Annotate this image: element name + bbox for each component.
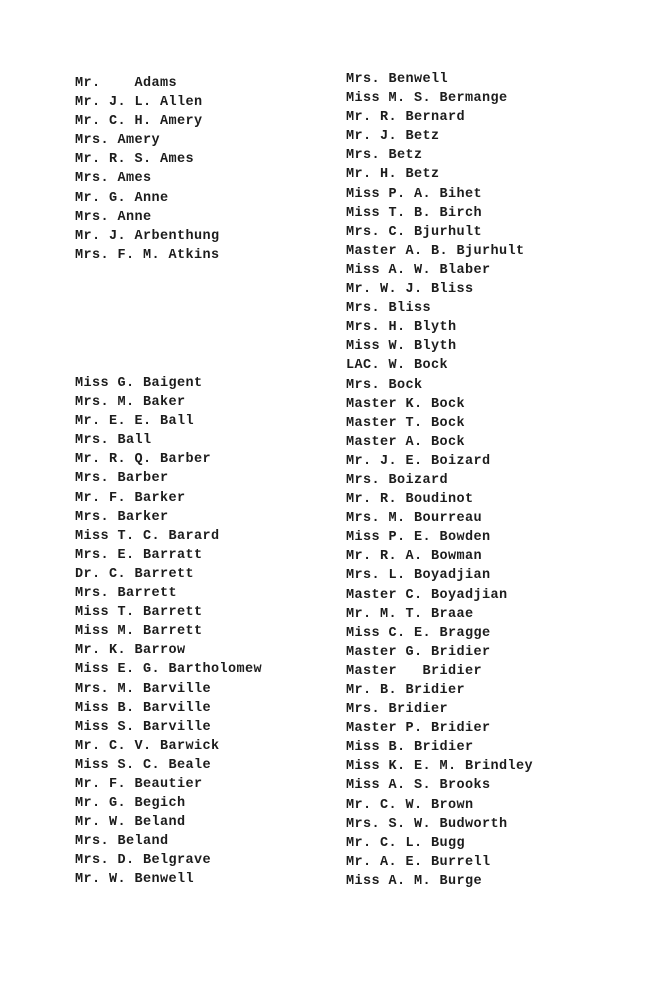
name-entry: Mrs. C. Bjurhult — [346, 224, 483, 240]
name-entry: Mrs. F. M. Atkins — [75, 247, 220, 263]
name-entry: Mr. R. Bernard — [346, 110, 466, 126]
name-entry: Mr. H. Betz — [346, 167, 440, 183]
name-entry: Mrs. Betz — [346, 148, 423, 164]
name-entry: Miss T. C. Barard — [75, 528, 220, 544]
name-entry: Mr. R. S. Ames — [75, 152, 195, 168]
name-entry: Mrs. Ball — [75, 433, 152, 449]
name-entry: Miss T. Barrett — [75, 605, 203, 621]
name-entry: Mrs. M. Bourreau — [346, 511, 483, 527]
name-entry: Mr. W. Beland — [75, 815, 186, 831]
name-entry: Mr. R. A. Bowman — [346, 549, 483, 565]
name-entry: Mrs. Barrett — [75, 586, 178, 602]
name-entry: Mrs. Bridier — [346, 702, 449, 718]
name-entry: Mrs. Barker — [75, 509, 169, 525]
name-entry: Mrs. D. Belgrave — [75, 853, 212, 869]
name-entry: Master T. Bock — [346, 415, 466, 431]
name-entry: Miss G. Baigent — [75, 376, 203, 391]
name-entry: Mrs. Anne — [75, 209, 152, 225]
name-entry: Miss C. E. Bragge — [346, 625, 491, 641]
name-entry: Mr. J. Betz — [346, 129, 440, 145]
name-entry: Miss M. Barrett — [75, 624, 203, 640]
name-entry: Mr. C. W. Brown — [346, 797, 474, 813]
name-entry: Master Bridier — [346, 663, 483, 679]
name-entry: Miss M. S. Bermange — [346, 91, 508, 107]
name-entry: Miss A. S. Brooks — [346, 778, 491, 794]
name-entry: Mr. J. Arbenthung — [75, 228, 220, 244]
name-entry: LAC. W. Bock — [346, 358, 449, 374]
name-entry: Miss B. Barville — [75, 700, 212, 716]
name-entry: Mr. J. E. Boizard — [346, 453, 491, 469]
name-entry: Mr. F. Beautier — [75, 776, 203, 792]
name-entry: Mrs. Amery — [75, 133, 161, 149]
name-entry: Miss T. B. Birch — [346, 205, 483, 221]
name-entry: Miss E. G. Bartholomew — [75, 662, 263, 678]
name-entry: Miss P. A. Bihet — [346, 186, 483, 202]
name-entry: Mr. G. Anne — [75, 190, 169, 206]
name-entry: Mr. E. E. Ball — [75, 414, 195, 430]
name-entry: Mrs. Bock — [346, 377, 423, 393]
name-entry: Mrs. H. Blyth — [346, 320, 457, 336]
name-entry: Mr. J. L. Allen — [75, 95, 203, 111]
name-entry: Miss A. W. Blaber — [346, 262, 491, 278]
name-entry: Mr. C. V. Barwick — [75, 738, 220, 754]
name-entry: Master G. Bridier — [346, 644, 491, 660]
name-entry: Master C. Boyadjian — [346, 587, 508, 603]
name-entry: Master A. B. Bjurhult — [346, 243, 525, 259]
name-entry: Mrs. Barber — [75, 471, 169, 487]
name-entry: Miss B. Bridier — [346, 740, 474, 756]
left-column-bottom-list — [75, 374, 262, 890]
name-entry: Mr. C. L. Bugg — [346, 835, 466, 851]
name-entry: Mrs. E. Barratt — [75, 547, 203, 563]
name-entry: Mr. W. Benwell — [75, 872, 195, 888]
name-entry: Miss W. Blyth — [346, 339, 457, 355]
name-entry: Mrs. Boizard — [346, 472, 449, 488]
name-entry: Master P. Bridier — [346, 721, 491, 737]
name-entry: Mr. R. Boudinot — [346, 492, 474, 508]
name-entry: Miss A. M. Burge — [346, 873, 483, 889]
name-entry: Mr. F. Barker — [75, 490, 186, 506]
name-entry: Mrs. L. Boyadjian — [346, 568, 491, 584]
name-entry: Mr. Adams — [75, 76, 178, 91]
name-entry: Miss S. C. Beale — [75, 757, 212, 773]
name-entry: Mr. M. T. Braae — [346, 606, 474, 622]
name-entry: Mrs. Beland — [75, 834, 169, 850]
name-entry: Mrs. Benwell — [346, 72, 449, 87]
name-entry: Mr. C. H. Amery — [75, 114, 203, 130]
name-entry: Mrs. M. Baker — [75, 395, 186, 411]
name-entry: Mr. K. Barrow — [75, 643, 186, 659]
name-entry: Mr. R. Q. Barber — [75, 452, 212, 468]
name-entry: Dr. C. Barrett — [75, 566, 195, 582]
name-entry: Mrs. Bliss — [346, 301, 432, 317]
name-entry: Mr. B. Bridier — [346, 683, 466, 698]
name-entry: Mrs. M. Barville — [75, 681, 212, 697]
left-column-top-list — [75, 74, 220, 265]
name-entry: Mr. G. Begich — [75, 796, 186, 812]
name-entry: Miss K. E. M. Brindley — [346, 759, 534, 775]
name-entry: Mrs. Ames — [75, 171, 152, 187]
name-entry: Mr. W. J. Bliss — [346, 282, 474, 298]
name-entry: Miss S. Barville — [75, 719, 212, 735]
name-entry: Mrs. S. W. Budworth — [346, 816, 508, 832]
name-entry: Master K. Bock — [346, 396, 466, 412]
name-entry: Mr. A. E. Burrell — [346, 854, 491, 870]
right-column-list — [346, 70, 533, 891]
name-entry: Miss P. E. Bowden — [346, 530, 491, 546]
name-entry: Master A. Bock — [346, 434, 466, 450]
